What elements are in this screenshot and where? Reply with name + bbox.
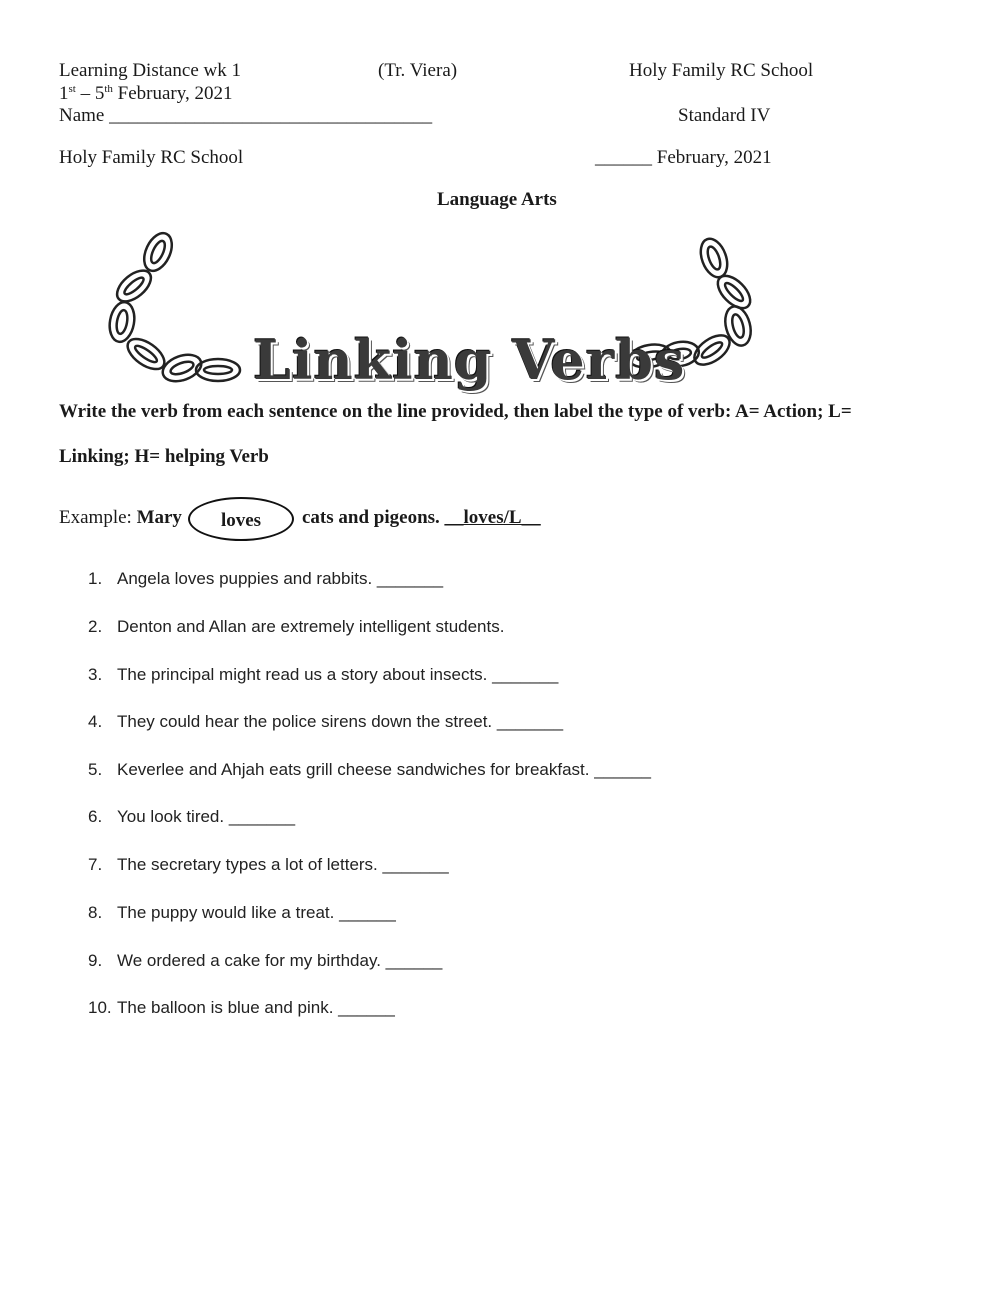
standard-label: Standard IV [678, 105, 771, 126]
chain-link [169, 359, 195, 377]
instructions-line-1: Write the verb from each sentence on the line provided, then label the type of verb: A= Action; L= [59, 401, 852, 422]
chain-link [730, 313, 746, 339]
example-answer: __loves/L__ [444, 507, 541, 528]
chain-link [159, 350, 205, 386]
name-field: Name __________________________________ [59, 105, 433, 126]
question-item: 6. You look tired. _______ [88, 807, 296, 826]
question-item: 3. The principal might read us a story about insects. _______ [88, 665, 559, 684]
chain-link [148, 239, 167, 265]
question-item: 2. Denton and Allan are extremely intelligent students. [88, 617, 505, 636]
chain-link [115, 309, 129, 334]
chain-link [721, 304, 755, 349]
example-rest: cats and pigeons. __loves/L__ [302, 507, 541, 528]
example-line: Example: Mary [59, 507, 182, 528]
chain-link [696, 235, 732, 281]
course-title: Learning Distance wk 1 [59, 60, 242, 81]
chain-link [204, 366, 232, 374]
school-name-bottom: Holy Family RC School [59, 147, 244, 168]
chain-link [196, 359, 240, 381]
chain-left-illustration [100, 230, 260, 395]
question-item: 7. The secretary types a lot of letters. _______ [88, 855, 449, 874]
chain-link [139, 230, 178, 275]
teacher-name: (Tr. Viera) [378, 60, 458, 81]
question-item: 9. We ordered a cake for my birthday. ______ [88, 951, 443, 970]
subject-heading: Language Arts [437, 189, 557, 210]
question-item: 5. Keverlee and Ahjah eats grill cheese sandwiches for breakfast. ______ [88, 760, 651, 779]
chain-link [705, 245, 723, 271]
question-item: 8. The puppy would like a treat. ______ [88, 903, 396, 922]
chain-link [107, 300, 138, 344]
question-item: 10. The balloon is blue and pink. ______ [88, 998, 395, 1017]
question-item: 4. They could hear the police sirens down the street. _______ [88, 712, 564, 731]
worksheet-title: Linking Verbs [253, 328, 686, 392]
date-field: ______ February, 2021 [595, 147, 772, 168]
circled-verb: loves [188, 497, 294, 541]
date-range: 1st – 5th February, 2021 [59, 83, 233, 104]
instructions-line-2: Linking; H= helping Verb [59, 446, 269, 467]
school-name-top: Holy Family RC School [629, 60, 814, 81]
question-item: 1. Angela loves puppies and rabbits. _______ [88, 569, 444, 588]
